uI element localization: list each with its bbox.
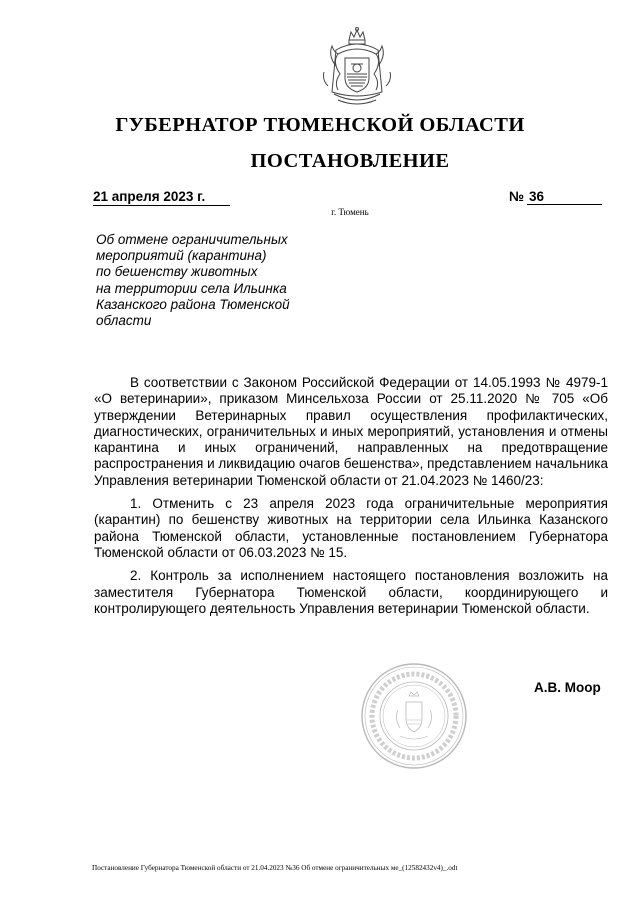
document-body [94, 375, 608, 624]
document-title [96, 232, 316, 329]
document-date: 21 апреля 2023 г. [93, 189, 230, 206]
title-line: мероприятий (карантина) [96, 248, 267, 264]
preamble-paragraph: В соответствии с Законом Российской Федерации от 14.05.1993 № 4979-1 «О ветеринарии», приказом Минсельхоза России от 25.11.2020 № 705 «Об утверждении Ветеринарных правил осуществления профилактических, диагностических, ограничительных и иных мероприятий, установления и отмены карантина и иных ограничений, направленных на предотвращение распространения и ликвидацию очагов бешенства», представлением начальника Управления ветеринарии Тюменской области от 21.04.2023 № 1460/23: [94, 375, 608, 488]
document-number: 36 [527, 189, 602, 205]
title-line: Об отмене ограничительных [96, 232, 288, 247]
clause-1-paragraph: 1. Отменить с 23 апреля 2023 года ограничительные мероприятия (карантин) по бешенству животных на территории села Ильинка Казанского района Тюменской области, установленные постановлением Губернатора Тюменской области от 06.03.2023 № 15. [94, 496, 608, 560]
clause-2-paragraph: 2. Контроль за исполнением настоящего постановления возложить на заместителя Губернатора Тюменской области, координирующего и контролирующего деятельность Управления ветеринарии Тюменской области. [94, 568, 608, 616]
document-number-field [509, 189, 602, 205]
organization-name: ГУБЕРНАТОР ТЮМЕНСКОЙ ОБЛАСТИ [115, 114, 525, 136]
title-line: области [96, 313, 152, 329]
round-seal-stamp-icon [360, 662, 468, 770]
title-line: Казанского района Тюменской [96, 296, 290, 312]
title-line: на территории села Ильинка [96, 280, 287, 296]
city-name: г. Тюмень [331, 207, 369, 217]
title-line: по бешенству животных [96, 264, 258, 280]
document-footer: Постановление Губернатора Тюменской области от 21.04.2023 №36 Об отмене ограничительных ме_(12582432v4)_.odt [92, 864, 458, 872]
coat-of-arms-icon [316, 26, 398, 110]
number-sign: № [509, 189, 525, 204]
document-type: ПОСТАНОВЛЕНИЕ [250, 150, 450, 172]
signer-name: А.В. Моор [534, 680, 601, 695]
